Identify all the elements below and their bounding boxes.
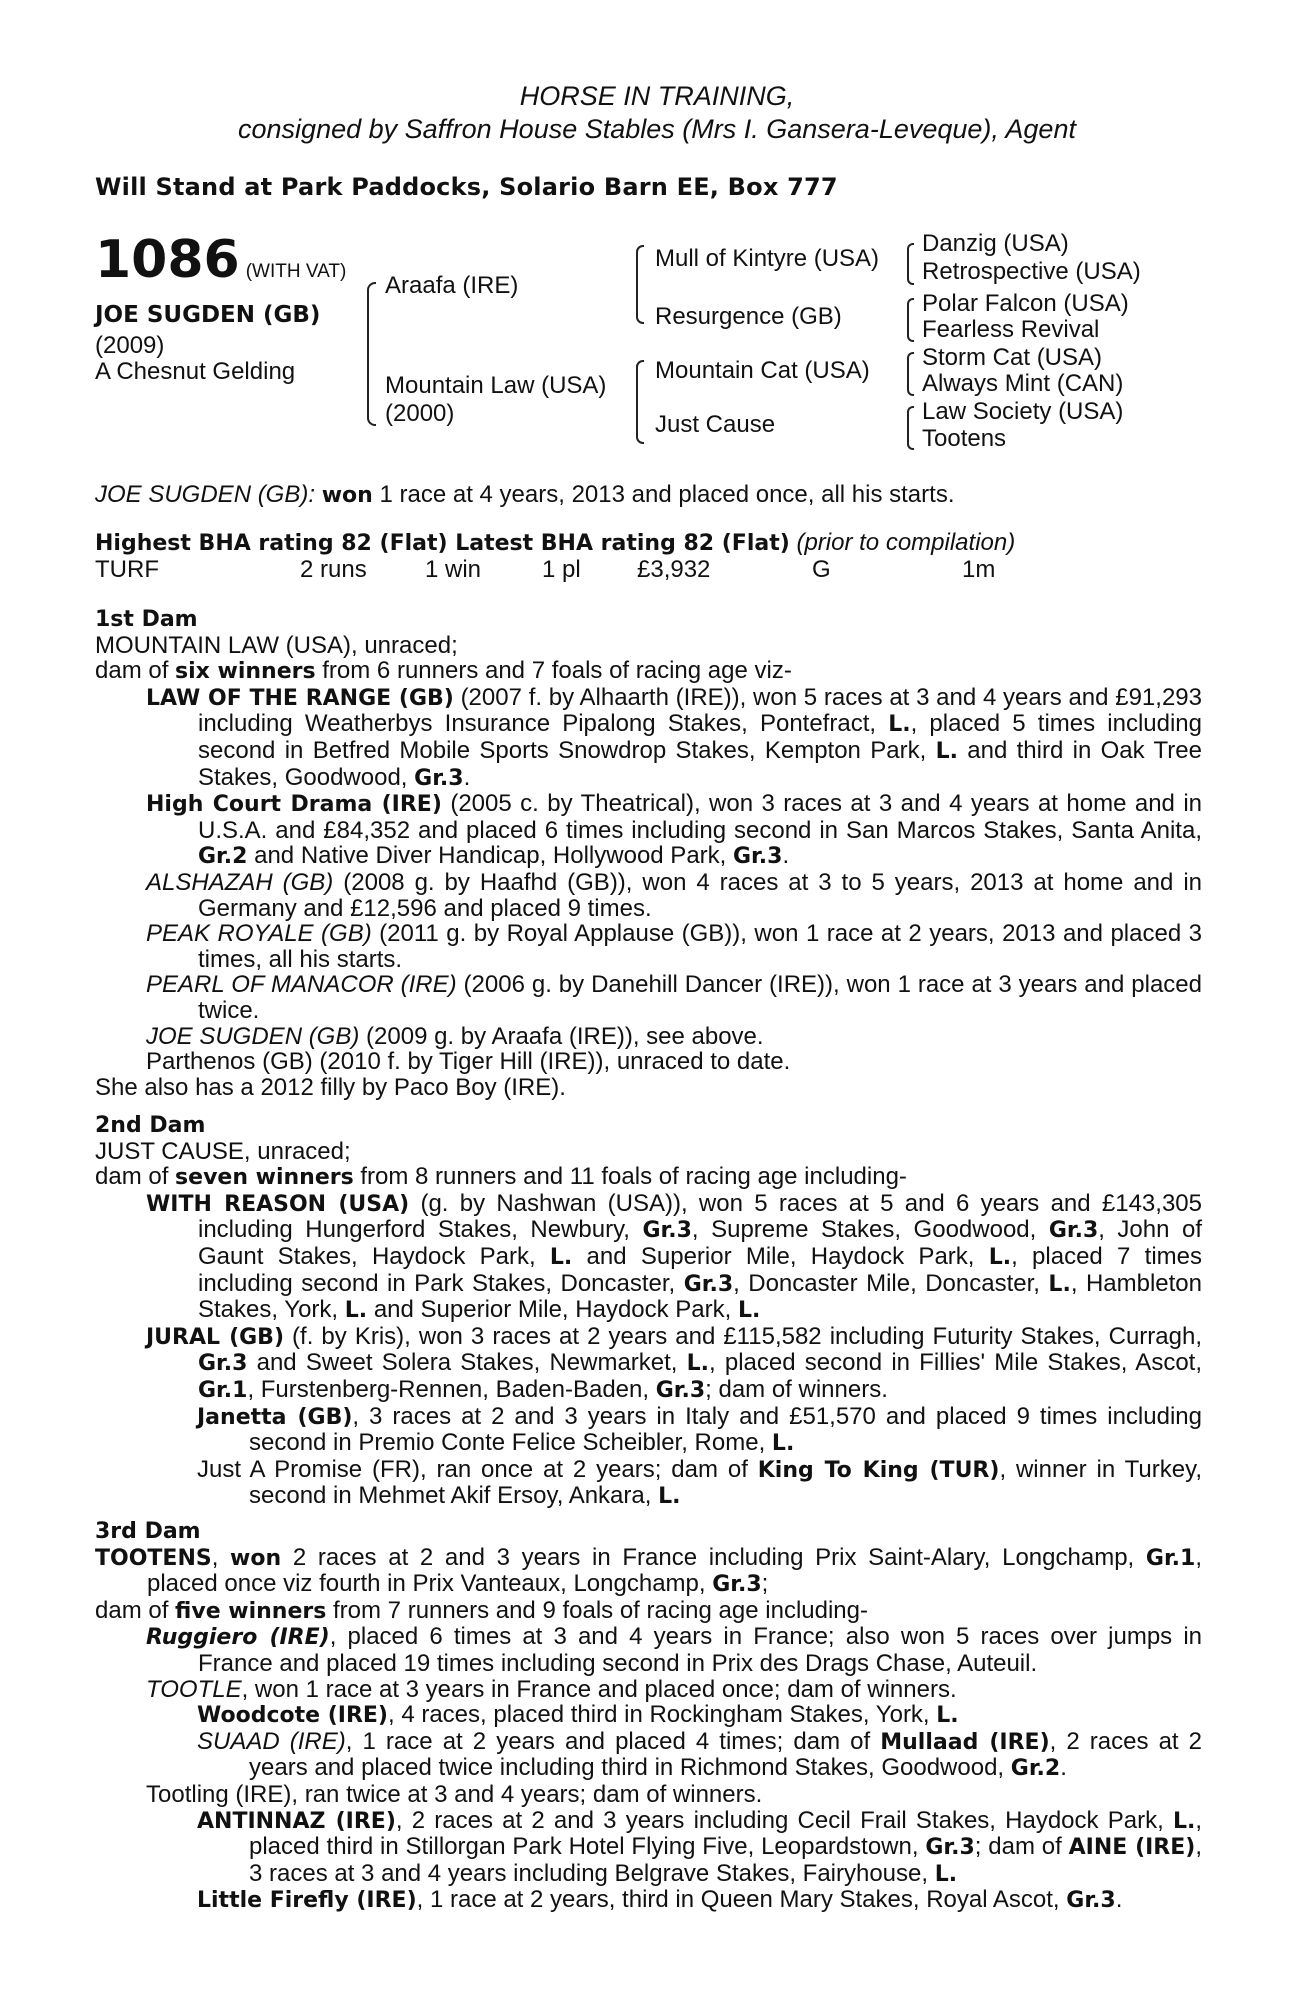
produce-text: and Sweet Solera Stakes, Newmarket, <box>247 1349 687 1377</box>
race-grade: L. <box>888 712 911 738</box>
consignment-title: HORSE IN TRAINING, <box>519 81 795 111</box>
produce-text: . <box>1060 1754 1067 1782</box>
bha-rating: Highest BHA rating 82 (Flat) Latest BHA rating 82 (Flat) <box>95 531 790 556</box>
produce-entry <box>95 870 1202 921</box>
pedigree-sire-sire: Mull of Kintyre (USA) <box>655 245 880 272</box>
produce-text: , 3 races at 2 and 3 years in Italy and £51,570 and placed 9 times including second in Premio Conte Felice Scheibler, Rome, <box>249 1402 1202 1457</box>
produce-name: ANTINNAZ (IRE) <box>197 1808 396 1834</box>
intro-text: dam of <box>95 1163 176 1191</box>
pedigree-sss: Danzig (USA) <box>922 230 1069 257</box>
produce-text: and third in Oak Tree Stakes, Goodwood, <box>198 736 1202 791</box>
record-text: 2 races at 2 and 3 years in France including Prix Saint-Alary, Longchamp, <box>281 1543 1146 1571</box>
produce-entry <box>95 685 1202 791</box>
produce-text: (2006 g. by Danehill Dancer (IRE)), won 1 race at 3 years and placed twice. <box>198 971 1202 1024</box>
produce-entry <box>95 1024 1202 1050</box>
horse-name: JOE SUGDEN (GB) <box>95 302 321 328</box>
third-dam-section <box>95 1519 1202 1914</box>
race-grade: Gr.3 <box>683 1271 734 1297</box>
turf-distance: 1m <box>962 556 996 583</box>
produce-entry <box>95 1677 1202 1703</box>
third-dam-heading: 3rd Dam <box>95 1519 201 1544</box>
produce-name: King To King (TUR) <box>757 1457 1000 1483</box>
record-text: , placed once viz fourth in Prix Vanteaux, Longchamp, <box>147 1543 1202 1598</box>
summary-name: JOE SUGDEN (GB): <box>95 481 316 508</box>
pedigree-dss: Storm Cat (USA) <box>922 344 1103 371</box>
produce-text: Just A Promise (FR), ran once at 2 years; dam of <box>197 1455 758 1483</box>
produce-name: TOOTLE <box>146 1675 242 1703</box>
race-grade: Gr.3 <box>642 1218 692 1244</box>
produce-text: , 1 race at 2 years, third in Queen Mary Stakes, Royal Ascot, <box>416 1886 1067 1914</box>
rating-line <box>95 530 1202 557</box>
pedigree-sire: Araafa (IRE) <box>385 272 519 299</box>
pedigree-brace-3d <box>907 406 914 450</box>
produce-text: and Superior Mile, Haydock Park, <box>367 1296 738 1324</box>
produce-text: and Native Diver Handicap, Hollywood Park, <box>247 842 733 870</box>
produce-entry: Tootling (IRE), ran twice at 3 and 4 years; dam of winners. <box>146 1780 763 1808</box>
intro-text-end: from 6 runners and 7 foals of racing age viz- <box>315 657 792 685</box>
turf-earnings: £3,932 <box>637 556 711 583</box>
produce-text: , Furstenberg-Rennen, Baden-Baden, <box>247 1375 656 1403</box>
race-grade: Gr.1 <box>198 1377 248 1403</box>
race-grade: Gr.1 <box>1145 1545 1196 1571</box>
produce-entry <box>95 921 1202 972</box>
race-grade: L. <box>686 1351 710 1377</box>
produce-name: JURAL (GB) <box>146 1324 285 1350</box>
race-grade: L. <box>1048 1271 1071 1297</box>
race-grade: Gr.3 <box>414 765 464 791</box>
first-dam-name: MOUNTAIN LAW (USA), unraced; <box>95 631 458 659</box>
pedigree-sire-dam: Resurgence (GB) <box>655 303 842 330</box>
horse-description: A Chesnut Gelding <box>95 358 296 385</box>
foaling-year: (2009) <box>95 332 165 359</box>
produce-text: , placed third in Stillorgan Park Hotel Flying Five, Leopardstown, <box>249 1806 1203 1861</box>
second-dam-name: JUST CAUSE, unraced; <box>95 1137 351 1165</box>
intro-text: dam of <box>95 1596 176 1624</box>
produce-name: WITH REASON (USA) <box>146 1191 410 1217</box>
race-grade: Gr.3 <box>1048 1218 1099 1244</box>
produce-text: (g. by Nashwan (USA)), won 5 races at 5 and 6 years and £143,305 including Hungerford Stakes, Newbury, <box>198 1189 1202 1244</box>
produce-text: , 3 races at 3 and 4 years including Belgrave Stakes, Fairyhouse, <box>249 1833 1203 1887</box>
pedigree-brace-2b <box>636 360 644 444</box>
produce-name: JOE SUGDEN (GB) <box>146 1022 360 1050</box>
produce-text: , 4 races, placed third in Rockingham Stakes, York, <box>387 1701 937 1729</box>
race-grade: L. <box>344 1298 368 1324</box>
produce-text: (f. by Kris), won 3 races at 2 years and £115,582 including Futurity Stakes, Curragh, <box>284 1322 1202 1350</box>
produce-text: , winner in Turkey, second in Mehmet Akif Ersoy, Ankara, <box>249 1455 1202 1510</box>
produce-name: AINE (IRE) <box>1068 1835 1196 1861</box>
summary-rest: 1 race at 4 years, 2013 and placed once, all his starts. <box>372 481 955 508</box>
turf-wins: 1 win <box>425 556 482 583</box>
rating-note: (prior to compilation) <box>796 529 1016 556</box>
stand-location: Will Stand at Park Paddocks, Solario Barn EE, Box 777 <box>95 173 838 201</box>
pedigree-ssd: Retrospective (USA) <box>922 258 1141 285</box>
produce-text: ; dam of winners. <box>705 1375 888 1403</box>
produce-entry <box>95 1808 1202 1888</box>
first-dam-section <box>95 607 1202 1100</box>
produce-name: PEARL OF MANACOR (IRE) <box>146 971 457 999</box>
produce-text: (2005 c. by Theatrical), won 3 races at 3 and 4 years at home and in U.S.A. and £84,352 and placed 6 times including second in San Marcos Stakes, Santa Anita, <box>198 790 1203 844</box>
race-grade: L. <box>936 1703 959 1729</box>
produce-entry <box>95 1624 1202 1676</box>
race-grade: L. <box>935 738 958 764</box>
produce-text: (2009 g. by Araafa (IRE)), see above. <box>359 1022 764 1050</box>
race-summary <box>95 482 1202 509</box>
pedigree-brace-1 <box>367 282 376 426</box>
produce-name: Janetta (GB) <box>197 1404 353 1430</box>
produce-text: , placed second in Fillies' Mile Stakes, Ascot, <box>709 1349 1202 1377</box>
summary-won: won <box>321 483 373 508</box>
pedigree-sds: Polar Falcon (USA) <box>922 290 1129 317</box>
produce-text: and Superior Mile, Haydock Park, <box>572 1242 989 1270</box>
produce-text: . <box>782 842 790 870</box>
winners-count: six winners <box>175 659 316 685</box>
turf-going: G <box>812 556 831 583</box>
produce-text: , 1 race at 2 years and placed 4 times; dam of <box>345 1727 881 1755</box>
turf-runs: 2 runs <box>300 556 367 583</box>
pedigree-ddd: Tootens <box>922 425 1007 452</box>
race-grade: L. <box>737 1298 761 1324</box>
produce-name: LAW OF THE RANGE (GB) <box>146 685 454 711</box>
produce-text: . <box>463 763 471 791</box>
winners-count: five winners <box>175 1598 327 1624</box>
race-grade: Gr.3 <box>655 1377 706 1403</box>
race-grade: L. <box>1172 1808 1196 1834</box>
pedigree-dam: Mountain Law (USA) <box>385 372 607 399</box>
race-grade: L. <box>771 1431 795 1457</box>
intro-text-end: from 7 runners and 9 foals of racing age including- <box>326 1596 868 1624</box>
first-dam-heading: 1st Dam <box>95 607 198 632</box>
race-grade: Gr.3 <box>712 1572 762 1598</box>
lot-number-value: 1086 <box>95 230 240 290</box>
second-dam-intro <box>95 1164 1202 1191</box>
pedigree-sdd: Fearless Revival <box>922 316 1100 343</box>
second-dam-heading: 2nd Dam <box>95 1113 206 1138</box>
race-grade: L. <box>988 1244 1012 1270</box>
third-dam-name: TOOTENS <box>95 1545 212 1571</box>
produce-text: , placed 6 times at 3 and 4 years in France; also won 5 races over jumps in France and placed 19 times including second in Prix des Drags Chase, Auteuil. <box>198 1623 1202 1677</box>
produce-entry <box>95 1729 1202 1782</box>
produce-entry <box>95 1191 1202 1324</box>
turf-label: TURF <box>95 556 159 583</box>
consignor-line: consigned by Saffron House Stables (Mrs I. Gansera-Leveque), Agent <box>238 114 1076 144</box>
produce-text: (2011 g. by Royal Applause (GB)), won 1 race at 2 years, 2013 and placed 3 times, all his starts. <box>198 920 1203 973</box>
won-label: won <box>230 1545 282 1571</box>
produce-text: , Hambleton Stakes, York, <box>198 1269 1203 1324</box>
produce-text: ; dam of <box>974 1833 1069 1861</box>
third-dam-record: TOOTENS, won 2 races at 2 and 3 years in France including Prix Saint-Alary, Longchamp, Gr.1, placed once viz fourth in Prix Vanteaux, Longchamp, Gr.3; <box>95 1543 1202 1598</box>
first-dam-also: She also has a 2012 filly by Paco Boy (IRE). <box>95 1073 566 1101</box>
produce-text: (2008 g. by Haafhd (GB)), won 4 races at 3 to 5 years, 2013 at home and in Germany and £12,596 and placed 9 times. <box>198 868 1203 922</box>
produce-entry <box>95 1702 1202 1729</box>
produce-name: High Court Drama (IRE) <box>146 792 442 818</box>
vat-note: (WITH VAT) <box>245 261 347 282</box>
pedigree-dds: Law Society (USA) <box>922 398 1124 425</box>
produce-text: , 2 races at 2 and 3 years including Cecil Frail Stakes, Haydock Park, <box>395 1806 1173 1834</box>
pedigree-brace-3a <box>907 243 914 285</box>
pedigree-dsd: Always Mint (CAN) <box>922 370 1124 397</box>
pedigree-dam-year: (2000) <box>385 400 455 427</box>
produce-text: , won 1 race at 3 years in France and placed once; dam of winners. <box>241 1675 957 1703</box>
produce-text: , placed 5 times including second in Betfred Mobile Sports Snowdrop Stakes, Kempton Park, <box>198 710 1202 764</box>
produce-name: ALSHAZAH (GB) <box>146 868 334 896</box>
turf-record <box>95 556 995 584</box>
produce-text: , 2 races at 2 years and placed twice including third in Richmond Stakes, Goodwood, <box>249 1727 1203 1782</box>
race-grade: L. <box>549 1244 573 1270</box>
third-dam-intro <box>95 1598 1202 1625</box>
race-grade: Gr.2 <box>1010 1756 1061 1782</box>
produce-entry <box>95 1457 1202 1510</box>
race-grade: Gr.3 <box>1066 1888 1116 1914</box>
produce-name: Woodcote (IRE) <box>197 1703 388 1729</box>
produce-entry <box>95 1404 1202 1457</box>
produce-entry <box>95 791 1202 870</box>
first-dam-intro <box>95 658 1202 685</box>
pedigree-brace-2a <box>636 245 644 324</box>
intro-text-end: from 8 runners and 11 foals of racing age including- <box>353 1163 907 1191</box>
produce-name: Little Firefly (IRE) <box>197 1888 417 1914</box>
produce-text: . <box>1115 1886 1123 1914</box>
intro-text: dam of <box>95 657 176 685</box>
race-grade: Gr.2 <box>198 844 248 870</box>
produce-text: , Supreme Stakes, Goodwood, <box>691 1216 1049 1244</box>
produce-entry <box>95 972 1202 1023</box>
produce-name: SUAAD (IRE) <box>197 1727 346 1755</box>
produce-entry <box>95 1887 1202 1914</box>
produce-name: Ruggiero (IRE) <box>146 1625 330 1651</box>
produce-entry <box>95 1324 1202 1404</box>
pedigree-dam-dam: Just Cause <box>655 411 776 438</box>
produce-name: PEAK ROYALE (GB) <box>146 920 372 948</box>
second-dam-section <box>95 1113 1202 1510</box>
race-grade: L. <box>934 1861 958 1887</box>
pedigree-dam-sire: Mountain Cat (USA) <box>655 357 870 384</box>
produce-entry: Parthenos (GB) (2010 f. by Tiger Hill (IRE)), unraced to date. <box>146 1048 791 1076</box>
race-grade: Gr.3 <box>198 1351 248 1377</box>
produce-text: , John of Gaunt Stakes, Haydock Park, <box>198 1216 1202 1270</box>
record-text: ; <box>761 1570 769 1598</box>
produce-text: (2007 f. by Alhaarth (IRE)), won 5 races at 3 and 4 years and £91,293 including Weatherbys Insurance Pipalong Stakes, Pontefract, <box>198 683 1202 738</box>
lot-number <box>95 232 346 300</box>
produce-text: , placed 7 times including second in Park Stakes, Doncaster, <box>198 1242 1202 1297</box>
winners-count: seven winners <box>175 1165 354 1191</box>
pedigree-brace-3c <box>907 352 914 396</box>
race-grade: Gr.3 <box>733 844 783 870</box>
turf-places: 1 pl <box>542 556 581 583</box>
produce-text: , Doncaster Mile, Doncaster, <box>733 1269 1049 1297</box>
race-grade: L. <box>658 1484 681 1510</box>
produce-name: Mullaad (IRE) <box>880 1729 1050 1755</box>
race-grade: Gr.3 <box>925 1835 975 1861</box>
pedigree-brace-3b <box>907 298 914 342</box>
